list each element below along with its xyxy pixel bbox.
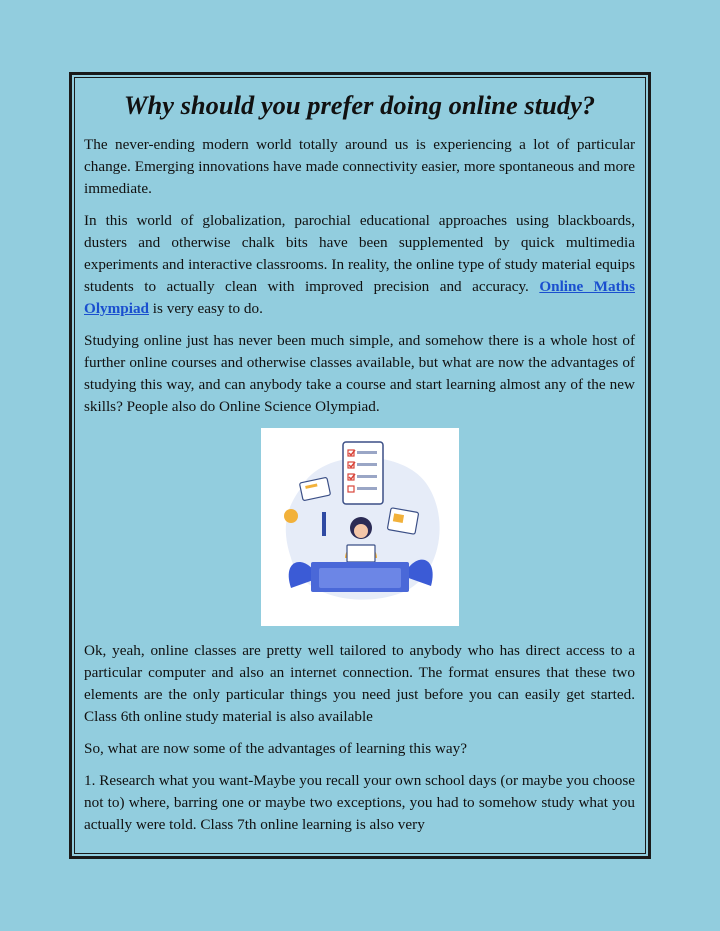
paragraph-text: In this world of globalization, parochial educational approaches using blackboards, dusters and otherwise chalk bits have been supplemented by quick multimedia experiments and interactive classrooms. In reality, the online type of study material equips students to actually clean with improved precision and accuracy. xyxy=(84,212,635,295)
paragraph-online-classes: Ok, yeah, online classes are pretty well tailored to anybody who has direct access to a particular computer and also an internet connection. The format ensures that these two elements are the only particular things you need just before you can easily get started. Class 6th online study material is also available xyxy=(84,642,635,725)
page-title: Why should you prefer doing online study? xyxy=(123,90,596,120)
paragraph-studying-online: Studying online just has never been much simple, and somehow there is a whole host of further online courses and otherwise classes available, but what are now the advantages of studying this way, and can anybody take a course and start learning almost any of the new skills? People also do Online Science Olympiad. xyxy=(84,332,635,415)
paragraph-globalization xyxy=(84,210,635,320)
online-study-illustration xyxy=(261,428,459,626)
paragraph-text: is very easy to do. xyxy=(149,300,263,317)
document-content xyxy=(84,84,635,846)
paragraph-advantages-question: So, what are now some of the advantages of learning this way? xyxy=(84,740,467,757)
paragraph-research: 1. Research what you want-Maybe you recall your own school days (or maybe you choose not to) where, barring one or maybe two exceptions, you had to somehow study what you actually were told. Class 7th online learning is also very xyxy=(84,772,635,833)
online-maths-olympiad-link[interactable]: Online Maths Olympiad xyxy=(84,278,635,317)
paragraph-intro: The never-ending modern world totally around us is experiencing a lot of particular change. Emerging innovations have made connectivity easier, more spontaneous and more immediate. xyxy=(84,136,635,197)
